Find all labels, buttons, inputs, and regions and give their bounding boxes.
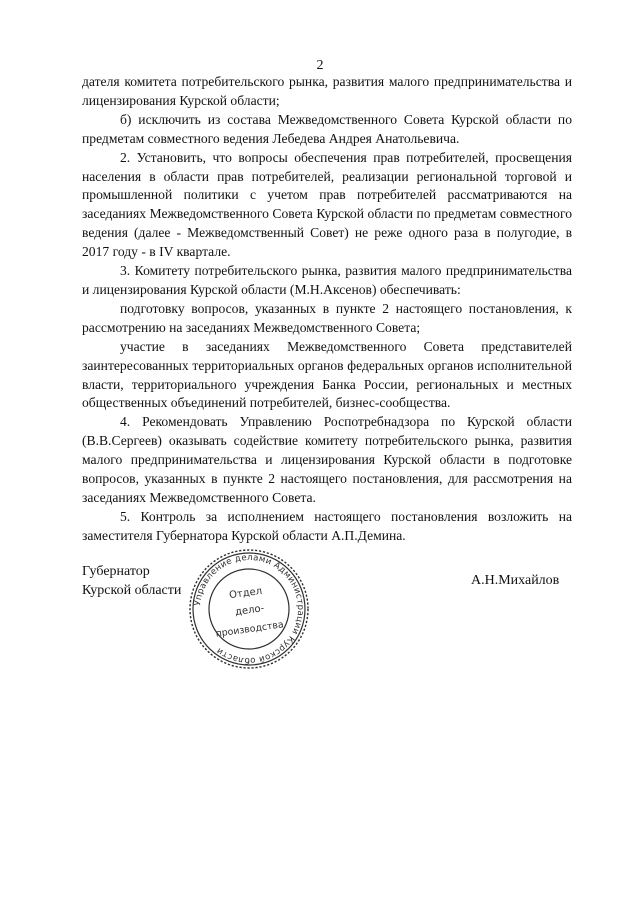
paragraph-item-5: 5. Контроль за исполнением настоящего постановления возложить на заместителя Губернатора Курской области А.П.Демина. <box>82 508 572 543</box>
stamp-ring-text: Управление делами Администрации Курской области <box>193 552 306 666</box>
stamp-line3: производства <box>214 619 285 640</box>
office-stamp <box>186 546 312 672</box>
page-number: 2 <box>316 58 324 73</box>
stamp-line2: дело- <box>234 603 265 619</box>
signatory-name: А.Н.Михайлов <box>471 573 560 588</box>
paragraph-item-b: б) исключить из состава Межведомственного Совета Курской области по предметам совместного ведения Лебедева Андрея Анатольевича. <box>82 111 572 146</box>
paragraph-continuation: дателя комитета потребительского рынка, развития малого предпринимательства и лицензирования Курской области; <box>82 74 572 108</box>
stamp-line1: Отдел <box>228 585 263 602</box>
paragraph-item-3: 3. Комитету потребительского рынка, развития малого предпринимательства и лицензирования Курской области (М.Н.Аксенов) обеспечивать: <box>82 263 572 297</box>
document-body <box>82 73 572 546</box>
signature-title-line2: Курской области <box>82 583 182 598</box>
paragraph-item-2: 2. Установить, что вопросы обеспечения прав потребителей, просвещения населения в области прав потребителей, реализации региональной торговой и промышленной политики с учетом прав потребителей рассматриваются на заседаниях Межведомственного Совета Курской области по предметам совместного ведения (далее - Межведомственный Совет) не реже одного раза в полугодие, в 2017 году - в IV квартале. <box>82 149 572 260</box>
signature-title <box>82 562 181 600</box>
paragraph-item-3-sub2: участие в заседаниях Межведомственного Совета представителей заинтересованных территориальных органов федеральных органов исполнительной власти, территориального учреждения Банка России, региональных и местных общественных объединений потребителей, бизнес-сообщества. <box>82 338 572 411</box>
signature-title-line1: Губернатор <box>82 564 150 579</box>
paragraph-item-4: 4. Рекомендовать Управлению Роспотребнадзора по Курской области (В.В.Сергеев) оказывать содействие комитету потребительского рынка, развития малого предпринимательства и лицензирования Курской области в подготовке вопросов, указанных в пункте 2 настоящего постановления, для рассмотрения на заседаниях Межведомственного Совета. <box>82 414 572 505</box>
paragraph-item-3-sub1: подготовку вопросов, указанных в пункте 2 настоящего постановления, к рассмотрению на заседаниях Межведомственного Совета; <box>82 300 572 335</box>
